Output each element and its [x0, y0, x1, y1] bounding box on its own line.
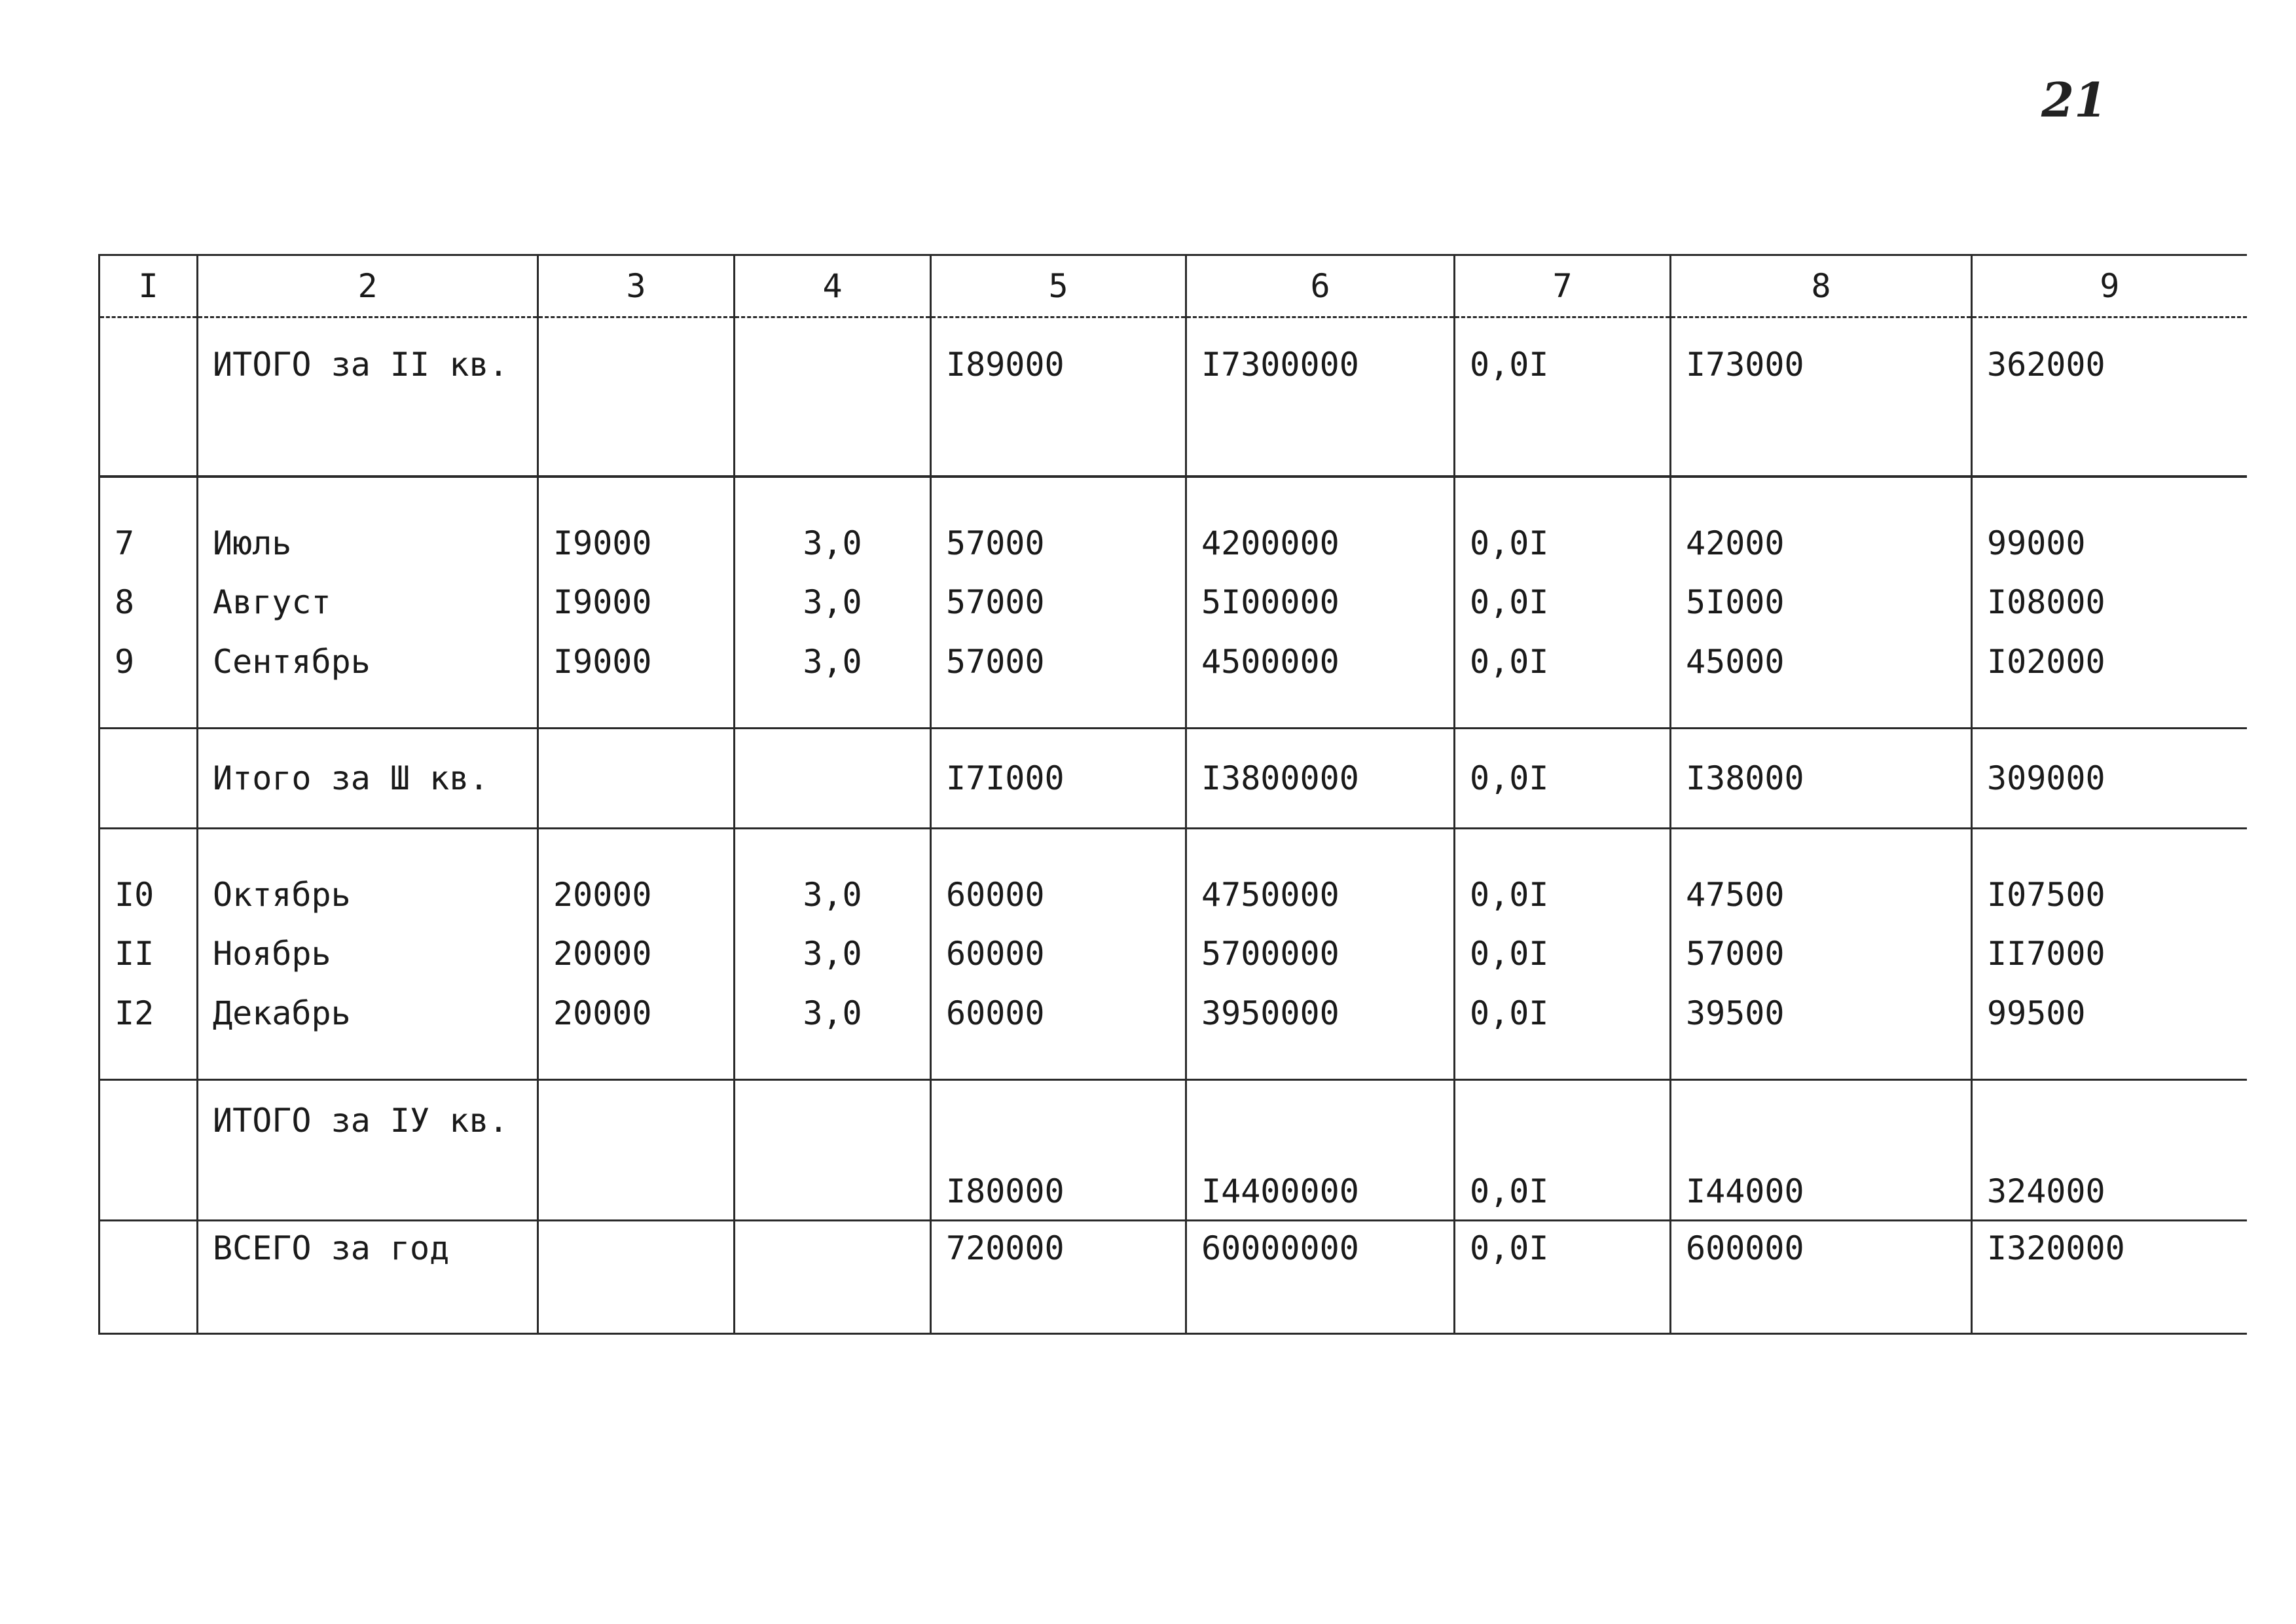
month-row-october [100, 829, 2247, 922]
column-header: 5 [931, 255, 1186, 317]
column-header: I [100, 255, 198, 317]
table-cell: 362000 [1972, 317, 2247, 477]
table-cell: I80000 [931, 1080, 1186, 1221]
table-cell [735, 1221, 931, 1334]
table-cell [538, 317, 735, 477]
table-cell: 5I000 [1671, 569, 1972, 636]
table-cell: 45000 [1671, 636, 1972, 729]
table-cell: I3800000 [1186, 729, 1455, 829]
column-header: 6 [1186, 255, 1455, 317]
table-cell: 324000 [1972, 1080, 2247, 1221]
column-header: 3 [538, 255, 735, 317]
page-number: 21 [2041, 72, 2107, 128]
table-cell: I320000 [1972, 1221, 2247, 1334]
table-cell: 60000 [931, 987, 1186, 1080]
table-cell: I4400000 [1186, 1080, 1455, 1221]
month-row-july [100, 477, 2247, 569]
subtotal-row-q2 [100, 317, 2247, 477]
row-label-cell: Итого за Ш кв. [198, 729, 538, 829]
row-number-cell [100, 317, 198, 477]
column-header: 8 [1671, 255, 1972, 317]
table-cell: 99000 [1972, 477, 2247, 569]
table-cell: 3,0 [735, 636, 931, 729]
row-number-cell: I2 [100, 987, 198, 1080]
table-cell: I7I000 [931, 729, 1186, 829]
table-cell: I9000 [538, 569, 735, 636]
annual-total-row [100, 1221, 2247, 1334]
column-number-header-row [100, 255, 2247, 317]
table-cell: 4500000 [1186, 636, 1455, 729]
data-table-wrapper [98, 254, 2247, 1335]
subtotal-row-q4 [100, 1080, 2247, 1221]
table-cell: 0,0I [1455, 317, 1671, 477]
table-cell: 60000 [931, 921, 1186, 987]
table-cell: 5700000 [1186, 921, 1455, 987]
table-cell [538, 1080, 735, 1221]
table-cell: 20000 [538, 829, 735, 922]
row-label-cell: Сентябрь [198, 636, 538, 729]
row-label-cell: ВСЕГО за год [198, 1221, 538, 1334]
row-label-cell: Октябрь [198, 829, 538, 922]
table-cell: I73000 [1671, 317, 1972, 477]
table-cell: 4750000 [1186, 829, 1455, 922]
row-number-cell [100, 729, 198, 829]
table-cell: 3,0 [735, 987, 931, 1080]
table-cell: 3,0 [735, 921, 931, 987]
table-cell: 3,0 [735, 477, 931, 569]
table-cell: 3,0 [735, 569, 931, 636]
table-cell: I9000 [538, 636, 735, 729]
table-cell: I7300000 [1186, 317, 1455, 477]
table-cell: I07500 [1972, 829, 2247, 922]
column-header: 2 [198, 255, 538, 317]
row-number-cell [100, 1221, 198, 1334]
table-cell: 47500 [1671, 829, 1972, 922]
table-cell: 0,0I [1455, 477, 1671, 569]
table-cell: 0,0I [1455, 921, 1671, 987]
table-cell: I38000 [1671, 729, 1972, 829]
column-header: 4 [735, 255, 931, 317]
table-cell: 0,0I [1455, 829, 1671, 922]
subtotal-row-q3 [100, 729, 2247, 829]
table-cell: I9000 [538, 477, 735, 569]
row-label-cell: ИТОГО за II кв. [198, 317, 538, 477]
table-cell: 0,0I [1455, 569, 1671, 636]
table-cell: 57000 [931, 636, 1186, 729]
table-cell: I08000 [1972, 569, 2247, 636]
table-cell: 20000 [538, 921, 735, 987]
table-cell: 99500 [1972, 987, 2247, 1080]
table-cell: 57000 [931, 477, 1186, 569]
table-cell: 4200000 [1186, 477, 1455, 569]
table-cell: 0,0I [1455, 729, 1671, 829]
table-cell: 0,0I [1455, 1221, 1671, 1334]
row-label-cell: Ноябрь [198, 921, 538, 987]
table-cell: 0,0I [1455, 636, 1671, 729]
row-label-cell: Июль [198, 477, 538, 569]
table-cell: 309000 [1972, 729, 2247, 829]
table-cell: 42000 [1671, 477, 1972, 569]
table-cell: 600000 [1671, 1221, 1972, 1334]
table-cell: I44000 [1671, 1080, 1972, 1221]
row-number-cell: I0 [100, 829, 198, 922]
table-cell: 20000 [538, 987, 735, 1080]
month-row-august [100, 569, 2247, 636]
table-cell: 60000000 [1186, 1221, 1455, 1334]
table-cell [538, 1221, 735, 1334]
table-cell: 57000 [931, 569, 1186, 636]
row-label-cell: Август [198, 569, 538, 636]
table-cell: 60000 [931, 829, 1186, 922]
row-number-cell: 9 [100, 636, 198, 729]
table-cell [735, 317, 931, 477]
row-number-cell: 7 [100, 477, 198, 569]
month-row-december [100, 987, 2247, 1080]
table-cell: 0,0I [1455, 1080, 1671, 1221]
table-cell: 39500 [1671, 987, 1972, 1080]
row-number-cell [100, 1080, 198, 1221]
table-cell [735, 729, 931, 829]
table-cell: 5I00000 [1186, 569, 1455, 636]
row-label-cell: Декабрь [198, 987, 538, 1080]
column-header: 7 [1455, 255, 1671, 317]
month-row-september [100, 636, 2247, 729]
column-header: 9 [1972, 255, 2247, 317]
table-cell: 57000 [1671, 921, 1972, 987]
table-cell: 3,0 [735, 829, 931, 922]
month-row-november [100, 921, 2247, 987]
table-cell: I02000 [1972, 636, 2247, 729]
table-cell [735, 1080, 931, 1221]
table-cell [538, 729, 735, 829]
table-cell: I89000 [931, 317, 1186, 477]
data-table [98, 254, 2247, 1335]
table-cell: 0,0I [1455, 987, 1671, 1080]
table-cell: 720000 [931, 1221, 1186, 1334]
row-number-cell: II [100, 921, 198, 987]
row-number-cell: 8 [100, 569, 198, 636]
table-cell: II7000 [1972, 921, 2247, 987]
row-label-cell: ИТОГО за IУ кв. [198, 1080, 538, 1221]
table-cell: 3950000 [1186, 987, 1455, 1080]
